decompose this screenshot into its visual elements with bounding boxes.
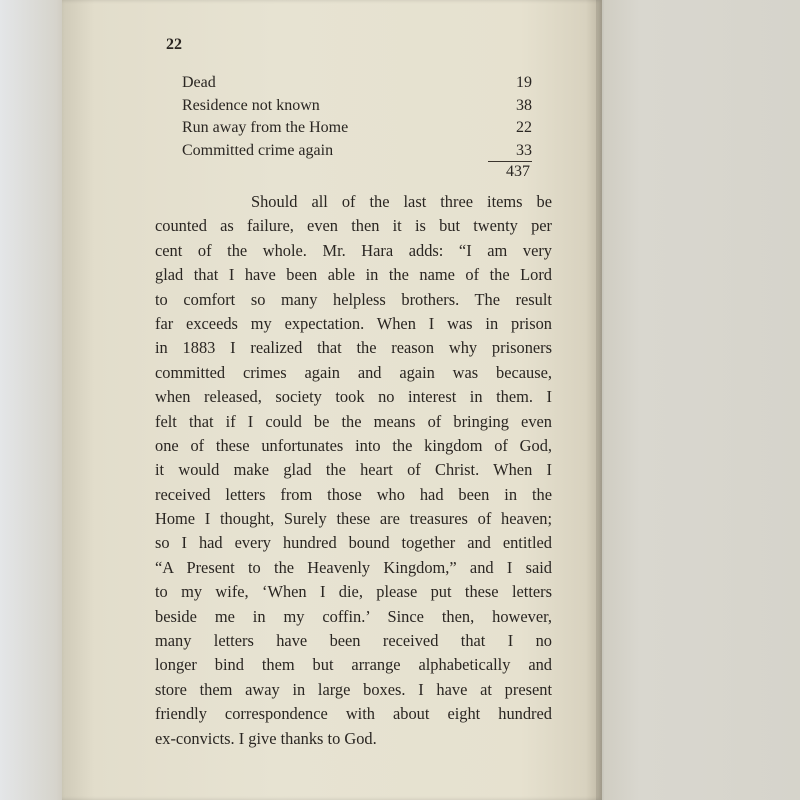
text-line: to comfort so many helpless brothers. The result: [155, 289, 552, 309]
text-line: many letters have been received that I no: [155, 631, 552, 651]
stat-row: [182, 117, 534, 140]
text-line: friendly correspondence with about eight hundred: [155, 704, 552, 724]
stat-value: 33: [516, 141, 532, 159]
text-line: Home I thought, Surely these are treasures of heaven;: [155, 509, 552, 529]
text-line: committed crimes again and again was because,: [155, 362, 552, 382]
text-line: cent of the whole. Mr. Hara adds: “I am very: [155, 240, 552, 260]
stat-row: [182, 95, 534, 118]
stat-row: [182, 140, 534, 163]
text-line: when released, society took no interest in them. I: [155, 387, 552, 407]
stat-value: 22: [516, 119, 532, 136]
body-paragraph: [155, 190, 552, 751]
stat-value: 38: [516, 96, 532, 114]
stat-label: Run away from the Home: [182, 119, 349, 136]
background-surface: [0, 0, 70, 800]
text-line: it would make glad the heart of Christ. When I: [155, 460, 552, 480]
text-line: counted as failure, even then it is but twenty per: [155, 216, 552, 236]
text-line: felt that if I could be the means of bringing even: [155, 411, 552, 431]
text-line: longer bind them but arrange alphabetically and: [155, 655, 552, 675]
stat-label: Residence not known: [182, 96, 320, 114]
text-line: far exceeds my expectation. When I was in prison: [155, 313, 552, 333]
stat-value: 19: [516, 74, 532, 91]
text-line: to my wife, ‘When I die, please put these letters: [155, 582, 552, 602]
text-line: “A Present to the Heavenly Kingdom,” and I said: [155, 557, 552, 577]
text-line: so I had every hundred bound together and entitled: [155, 533, 552, 553]
text-line: ex-convicts. I give thanks to God.: [155, 728, 377, 748]
page-number: 22: [166, 36, 182, 53]
facing-page: [600, 0, 800, 800]
stat-label: Dead: [182, 74, 216, 91]
stat-row: [182, 72, 534, 95]
page-gutter: [596, 0, 604, 800]
statistics-table: [182, 72, 534, 162]
stat-total: 437: [506, 163, 530, 180]
text-line: received letters from those who had been in the: [155, 484, 552, 504]
text-line: store them away in large boxes. I have at present: [155, 679, 552, 699]
text-line: glad that I have been able in the name of the Lord: [155, 265, 552, 285]
text-line: Should all of the last three items be: [251, 192, 552, 211]
text-line: one of these unfortunates into the kingdom of God,: [155, 435, 552, 455]
stat-label: Committed crime again: [182, 141, 334, 159]
text-line: in 1883 I realized that the reason why prisoners: [155, 338, 552, 358]
text-line: beside me in my coffin.’ Since then, however,: [155, 606, 552, 626]
